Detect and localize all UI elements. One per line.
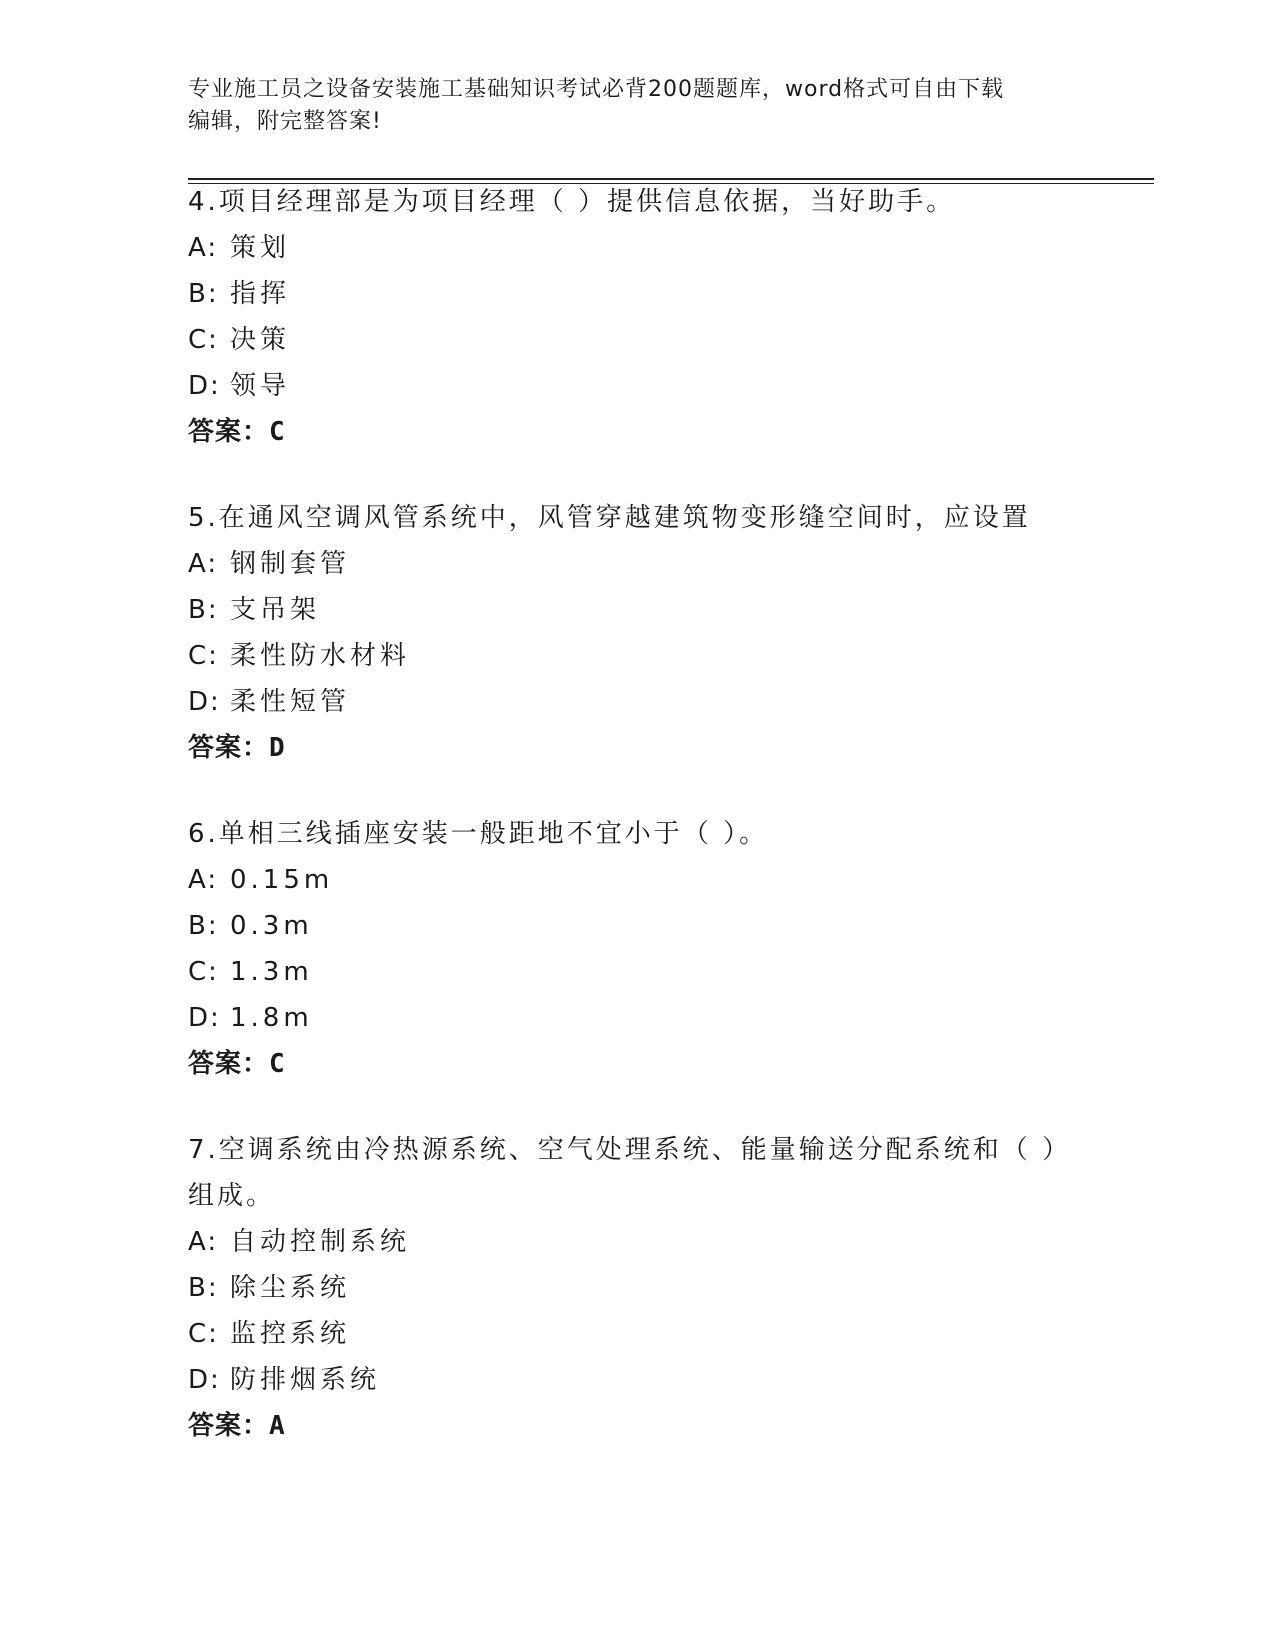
answer-line (188, 409, 1068, 455)
option-key: B: (188, 279, 219, 309)
option-key: D: (188, 1365, 221, 1395)
header-line-1: 专业施工员之设备安装施工基础知识考试必背200题题库，word格式可自由下载 (188, 77, 1005, 102)
option-b (188, 1265, 1068, 1311)
option-key: D: (188, 687, 221, 717)
header-line-2: 编辑，附完整答案! (188, 109, 382, 134)
option-key: B: (188, 595, 219, 625)
option-b (188, 903, 1068, 949)
answer-label: 答案： (188, 1049, 270, 1079)
option-text: 除尘系统 (230, 1273, 351, 1303)
answer-label: 答案： (188, 733, 270, 763)
question-stem: 5.在通风空调风管系统中，风管穿越建筑物变形缝空间时，应设置 (188, 503, 1031, 533)
option-text: 1.3m (230, 957, 313, 987)
option-key: B: (188, 911, 219, 941)
question-5 (188, 495, 1068, 771)
answer-value: D (269, 733, 286, 763)
option-text: 柔性防水材料 (230, 641, 411, 671)
option-key: C: (188, 957, 219, 987)
option-key: D: (188, 371, 221, 401)
answer-line (188, 725, 1068, 771)
option-text: 监控系统 (230, 1319, 351, 1349)
option-text: 0.15m (230, 865, 334, 895)
option-a (188, 541, 1068, 587)
option-key: A: (188, 233, 219, 263)
option-text: 决策 (230, 325, 291, 355)
option-key: D: (188, 1003, 221, 1033)
option-b (188, 587, 1068, 633)
option-key: C: (188, 325, 219, 355)
option-text: 指挥 (230, 279, 291, 309)
option-text: 策划 (230, 233, 291, 263)
answer-value: A (269, 1411, 286, 1441)
option-text: 柔性短管 (230, 687, 351, 717)
option-key: A: (188, 1227, 219, 1257)
option-key: C: (188, 1319, 219, 1349)
option-key: A: (188, 549, 219, 579)
option-a (188, 1219, 1068, 1265)
answer-value: C (269, 417, 286, 447)
option-d (188, 679, 1068, 725)
answer-label: 答案： (188, 417, 270, 447)
answer-line (188, 1041, 1068, 1087)
answer-line (188, 1403, 1068, 1449)
option-a (188, 225, 1068, 271)
option-b (188, 271, 1068, 317)
question-stem-line-1: 7.空调系统由冷热源系统、空气处理系统、能量输送分配系统和（ ） (188, 1135, 1072, 1165)
option-text: 支吊架 (230, 595, 321, 625)
option-text: 防排烟系统 (230, 1365, 381, 1395)
option-text: 1.8m (230, 1003, 313, 1033)
option-c (188, 949, 1068, 995)
option-c (188, 317, 1068, 363)
question-7 (188, 1127, 1072, 1449)
option-text: 领导 (230, 371, 291, 401)
option-key: A: (188, 865, 219, 895)
option-d (188, 995, 1068, 1041)
question-stem: 4.项目经理部是为项目经理（ ）提供信息依据，当好助手。 (188, 187, 956, 217)
option-text: 自动控制系统 (230, 1227, 411, 1257)
option-key: C: (188, 641, 219, 671)
option-text: 钢制套管 (230, 549, 351, 579)
option-c (188, 633, 1068, 679)
question-stem-line-2: 组成。 (188, 1181, 276, 1211)
question-4 (188, 179, 1068, 455)
option-d (188, 363, 1068, 409)
option-text: 0.3m (230, 911, 313, 941)
question-stem: 6.单相三线插座安装一般距地不宜小于（ ）。 (188, 819, 769, 849)
document-header (188, 74, 1088, 138)
answer-label: 答案： (188, 1411, 270, 1441)
answer-value: C (269, 1049, 286, 1079)
question-6 (188, 811, 1068, 1087)
option-key: B: (188, 1273, 219, 1303)
option-d (188, 1357, 1068, 1403)
option-c (188, 1311, 1068, 1357)
option-a (188, 857, 1068, 903)
